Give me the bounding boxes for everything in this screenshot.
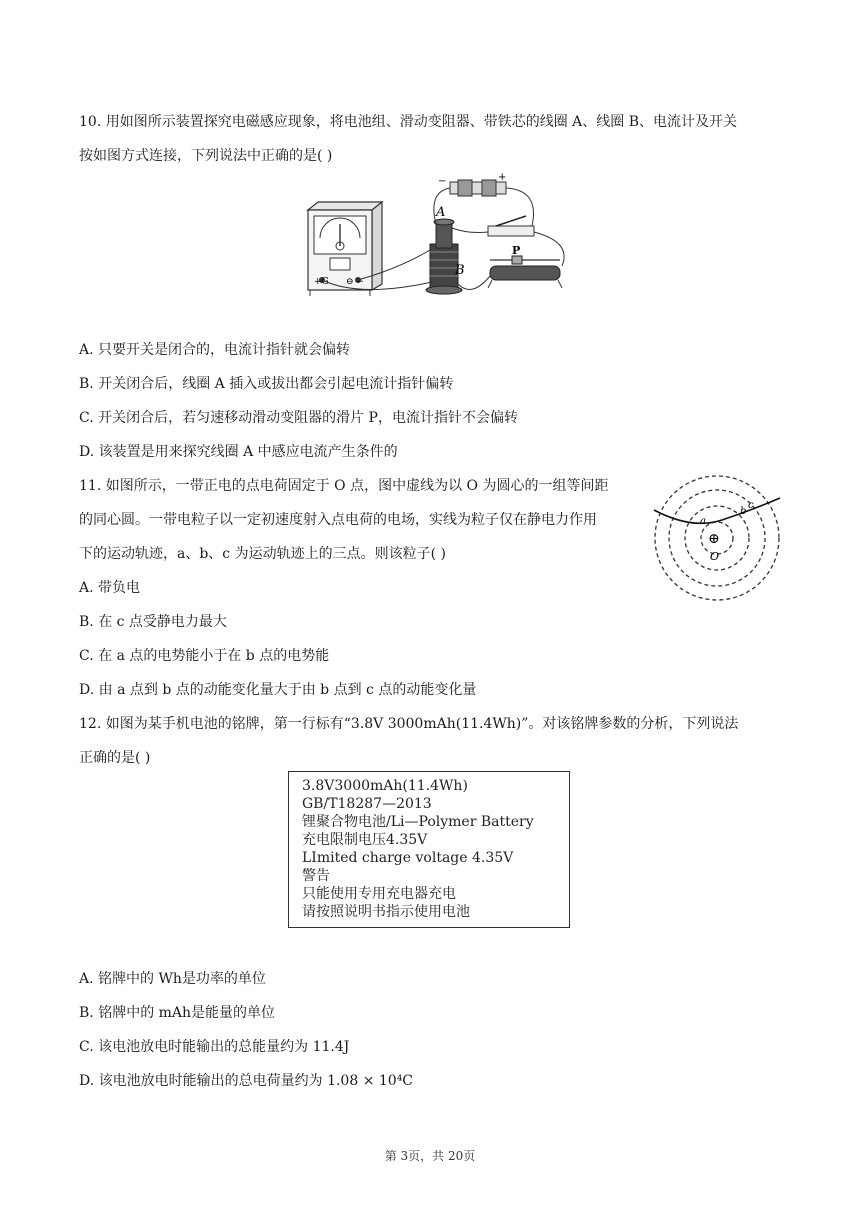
point-b-label: b: [740, 506, 747, 517]
nameplate-line: LImited charge voltage 4.35V: [302, 850, 514, 866]
rheostat: [488, 256, 562, 288]
positive-charge-symbol: ⊕: [708, 531, 720, 547]
slider-p-label: P: [512, 244, 521, 257]
q10-option-c: C. 开关闭合后，若匀速移动滑动变阻器的滑片 P，电流计指针不会偏转: [79, 410, 518, 426]
meter-minus-label: ⊖ −: [346, 277, 364, 287]
coil-a-label: A: [436, 205, 446, 220]
nameplate-line: 锂聚合物电池/Li—Polymer Battery: [302, 814, 534, 830]
q11-option-b: B. 在 c 点受静电力最大: [79, 614, 227, 630]
electromagnetic-induction-apparatus-figure: [300, 172, 580, 300]
q10-stem-line1: 10. 用如图所示装置探究电磁感应现象，将电池组、滑动变阻器、带铁芯的线圈 A、线圈 B、电流计及开关: [79, 114, 738, 130]
q11-stem-line2: 的同心圆。一带电粒子以一定初速度射入点电荷的电场，实线为粒子仅在静电力作用: [79, 512, 597, 528]
nameplate-line: 只能使用专用充电器充电: [302, 886, 456, 902]
battery-nameplate: [288, 771, 570, 928]
nameplate-line: GB/T18287—2013: [302, 796, 432, 812]
q11-option-a: A. 带负电: [79, 580, 141, 596]
nameplate-line: 3.8V3000mAh(11.4Wh): [302, 778, 468, 794]
q11-stem-line3: 下的运动轨迹，a、b、c 为运动轨迹上的三点。则该粒子( ): [79, 546, 446, 562]
coil-b-label: B: [455, 263, 465, 278]
point-a-label: a: [700, 516, 706, 527]
nameplate-line: 警告: [302, 868, 330, 884]
q12-stem-line1: 12. 如图为某手机电池的铭牌，第一行标有“3.8V 3000mAh(11.4Wh)”。对该铭牌参数的分析，下列说法: [79, 716, 739, 732]
q12-option-b: B. 铭牌中的 mAh是能量的单位: [79, 1005, 276, 1021]
nameplate-line: 请按照说明书指示使用电池: [302, 904, 470, 920]
q11-option-d: D. 由 a 点到 b 点的动能变化量大于由 b 点到 c 点的动能变化量: [79, 682, 477, 698]
point-o-label: O: [710, 550, 720, 563]
q10-option-b: B. 开关闭合后，线圈 A 插入或拔出都会引起电流计指针偏转: [79, 376, 454, 392]
meter-plus-label: +G: [314, 277, 329, 287]
q12-option-c: C. 该电池放电时能输出的总能量约为 11.4J: [79, 1039, 350, 1055]
point-charge-field-figure: [652, 470, 782, 610]
q11-stem-line1: 11. 如图所示，一带正电的点电荷固定于 O 点，图中虚线为以 O 为圆心的一组等间距: [79, 478, 609, 494]
q10-option-a: A. 只要开关是闭合的，电流计指针就会偏转: [79, 342, 351, 358]
q11-option-c: C. 在 a 点的电势能小于在 b 点的电势能: [79, 648, 330, 664]
battery-minus-label: −: [438, 176, 447, 187]
q12-option-d: D. 该电池放电时能输出的总电荷量约为 1.08 × 10⁴C: [79, 1073, 414, 1089]
q12-option-a: A. 铭牌中的 Wh是功率的单位: [79, 971, 266, 987]
nameplate-line: 充电限制电压4.35V: [302, 832, 428, 848]
battery-plus-label: +: [498, 172, 507, 183]
q12-stem-line2: 正确的是( ): [79, 750, 151, 766]
q10-option-d: D. 该装置是用来探究线圈 A 中感应电流产生条件的: [79, 444, 398, 460]
page-footer: 第 3页，共 20页: [384, 1149, 476, 1163]
point-c-label: c: [748, 500, 754, 511]
q10-stem-line2: 按如图方式连接，下列说法中正确的是( ): [79, 148, 333, 164]
coils: [426, 219, 462, 294]
switch: [488, 216, 534, 236]
